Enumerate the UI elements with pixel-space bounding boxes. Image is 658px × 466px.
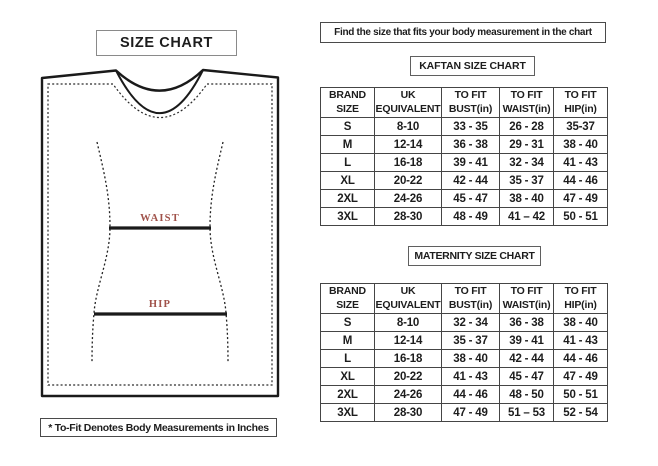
- table-cell: 36 - 38: [442, 136, 500, 154]
- table-cell: 32 - 34: [500, 154, 554, 172]
- header-line: SIZE: [336, 102, 359, 115]
- table-cell: XL: [321, 368, 375, 386]
- table-cell: 24-26: [375, 386, 442, 404]
- table-cell: 33 - 35: [442, 118, 500, 136]
- table-cell: 38 - 40: [554, 314, 608, 332]
- table-cell: 16-18: [375, 350, 442, 368]
- table-cell: 35-37: [554, 118, 608, 136]
- header-line: BRAND: [329, 284, 366, 297]
- table-cell: 41 - 43: [554, 154, 608, 172]
- maternity-chart-title: MATERNITY SIZE CHART: [408, 246, 541, 266]
- header-line: HIP(in): [564, 298, 597, 311]
- header-line: TO FIT: [564, 88, 597, 101]
- table-row: [321, 172, 608, 190]
- waist-label: WAIST: [140, 213, 180, 224]
- table-cell: 29 - 31: [500, 136, 554, 154]
- table-cell: 39 - 41: [442, 154, 500, 172]
- table-cell: 45 - 47: [500, 368, 554, 386]
- table-cell: 32 - 34: [442, 314, 500, 332]
- kaftan-garment-figure: [0, 0, 320, 466]
- table-cell: S: [321, 118, 375, 136]
- table-cell: 38 - 40: [554, 136, 608, 154]
- header-line: BRAND: [329, 88, 366, 101]
- table-cell: 35 - 37: [442, 332, 500, 350]
- header-line: TO FIT: [454, 284, 487, 297]
- body-silhouette-left: [92, 142, 110, 362]
- table-cell: XL: [321, 172, 375, 190]
- table-cell: 3XL: [321, 208, 375, 226]
- kaftan-header-row: [321, 88, 608, 118]
- table-cell: 39 - 41: [500, 332, 554, 350]
- table-cell: 12-14: [375, 136, 442, 154]
- table-row: [321, 332, 608, 350]
- table-cell: 3XL: [321, 404, 375, 422]
- table-cell: 47 - 49: [442, 404, 500, 422]
- table-row: [321, 136, 608, 154]
- table-cell: 44 - 46: [554, 350, 608, 368]
- table-row: [321, 368, 608, 386]
- table-cell: S: [321, 314, 375, 332]
- size-chart-title: SIZE CHART: [96, 30, 237, 56]
- table-row: [321, 350, 608, 368]
- table-cell: 24-26: [375, 190, 442, 208]
- header-line: EQUIVALENT: [375, 102, 441, 115]
- table-cell: M: [321, 136, 375, 154]
- table-cell: 47 - 49: [554, 190, 608, 208]
- table-cell: 47 - 49: [554, 368, 608, 386]
- table-row: [321, 208, 608, 226]
- table-cell: L: [321, 350, 375, 368]
- garment-outline: [42, 70, 278, 396]
- table-row: [321, 190, 608, 208]
- header-line: BUST(in): [448, 298, 493, 311]
- table-row: [321, 118, 608, 136]
- header-line: TO FIT: [454, 88, 487, 101]
- header-line: EQUIVALENT: [375, 298, 441, 311]
- header-line: TO FIT: [510, 284, 543, 297]
- kaftan-chart-title: KAFTAN SIZE CHART: [410, 56, 535, 76]
- col-header-hip: [554, 284, 608, 314]
- table-cell: 45 - 47: [442, 190, 500, 208]
- header-line: BUST(in): [448, 102, 493, 115]
- header-line: HIP(in): [564, 102, 597, 115]
- body-silhouette-right: [210, 142, 228, 362]
- maternity-size-table: [320, 283, 608, 422]
- table-row: [321, 314, 608, 332]
- col-header-hip: [554, 88, 608, 118]
- table-cell: 52 - 54: [554, 404, 608, 422]
- header-line: UK: [400, 284, 416, 297]
- table-cell: 28-30: [375, 404, 442, 422]
- col-header-waist: [500, 284, 554, 314]
- header-line: WAIST(in): [502, 298, 551, 311]
- table-cell: 20-22: [375, 368, 442, 386]
- table-cell: 20-22: [375, 172, 442, 190]
- col-header-uk-equivalent: [375, 88, 442, 118]
- col-header-brand-size: [321, 88, 375, 118]
- table-cell: 41 - 43: [442, 368, 500, 386]
- table-cell: 12-14: [375, 332, 442, 350]
- header-line: WAIST(in): [502, 102, 551, 115]
- table-row: [321, 386, 608, 404]
- col-header-waist: [500, 88, 554, 118]
- table-cell: 51 – 53: [500, 404, 554, 422]
- table-cell: 26 - 28: [500, 118, 554, 136]
- col-header-uk-equivalent: [375, 284, 442, 314]
- table-cell: 8-10: [375, 314, 442, 332]
- table-cell: 48 - 49: [442, 208, 500, 226]
- col-header-brand-size: [321, 284, 375, 314]
- table-row: [321, 404, 608, 422]
- table-cell: 38 - 40: [500, 190, 554, 208]
- table-cell: 16-18: [375, 154, 442, 172]
- table-cell: 36 - 38: [500, 314, 554, 332]
- table-cell: 35 - 37: [500, 172, 554, 190]
- inner-dashed-seam: [48, 84, 272, 385]
- table-cell: 44 - 46: [554, 172, 608, 190]
- kaftan-size-table: [320, 87, 608, 226]
- header-line: TO FIT: [510, 88, 543, 101]
- table-row: [321, 154, 608, 172]
- col-header-bust: [442, 284, 500, 314]
- table-cell: 2XL: [321, 190, 375, 208]
- table-cell: 38 - 40: [442, 350, 500, 368]
- table-cell: 41 – 42: [500, 208, 554, 226]
- hip-label: HIP: [148, 299, 172, 310]
- header-line: UK: [400, 88, 416, 101]
- to-fit-footnote: * To-Fit Denotes Body Measurements in Inches: [40, 418, 277, 437]
- col-header-bust: [442, 88, 500, 118]
- table-cell: L: [321, 154, 375, 172]
- table-cell: 42 - 44: [500, 350, 554, 368]
- table-cell: 42 - 44: [442, 172, 500, 190]
- maternity-header-row: [321, 284, 608, 314]
- table-cell: M: [321, 332, 375, 350]
- table-cell: 44 - 46: [442, 386, 500, 404]
- table-cell: 50 - 51: [554, 386, 608, 404]
- header-line: TO FIT: [564, 284, 597, 297]
- table-cell: 2XL: [321, 386, 375, 404]
- table-cell: 48 - 50: [500, 386, 554, 404]
- table-cell: 50 - 51: [554, 208, 608, 226]
- find-size-note: Find the size that fits your body measurement in the chart: [320, 22, 606, 43]
- table-cell: 28-30: [375, 208, 442, 226]
- table-cell: 8-10: [375, 118, 442, 136]
- header-line: SIZE: [336, 298, 359, 311]
- table-cell: 41 - 43: [554, 332, 608, 350]
